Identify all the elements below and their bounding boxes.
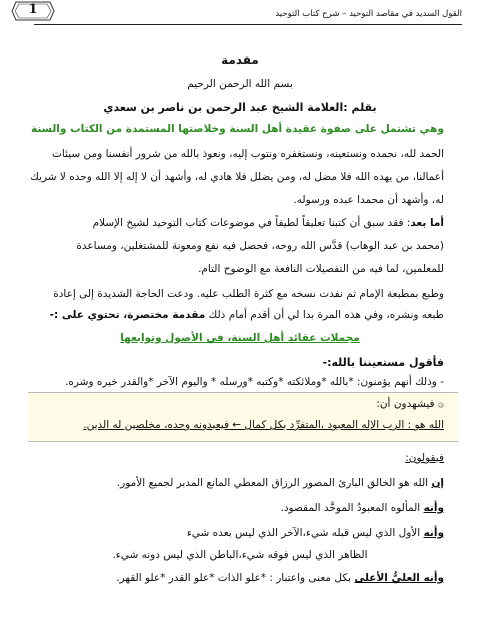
attribute-line-2-text: المألوه المعبودُ الموحَّد المقصود. bbox=[280, 502, 424, 514]
paragraph-1-line-1: الحمد لله، نحمده ونستعينه، ونستغفره ونتوب إليه، ونعوذ بالله من شرور أنفسنا ومن سيئات bbox=[52, 148, 444, 160]
attribute-line-4: الظاهر الذي ليس فوقه شيء،الباطن الذي ليس دونه شيء. bbox=[112, 549, 368, 561]
paragraph-2-line-3: للمعلمين، لما فيه من التفصيلات النافعة مع الوضوح التام. bbox=[198, 263, 444, 275]
paragraph-2-line-1-text: : فقد سبق أن كتبنا تعليقاً لطيفاً في موضوعات كتاب التوحيد لشيخ الإسلام bbox=[92, 217, 411, 229]
paragraph-2-lead: أما بعد bbox=[410, 217, 444, 229]
belief-title: فأقول مستعيننا بالله:- bbox=[322, 356, 444, 369]
running-header-title: القول السديد في مقاصد التوحيد – شرح كتاب التوحيد bbox=[275, 9, 462, 19]
author-line: بقلم :العلامة الشيخ عبد الرحمن بن ناصر بن سعدي bbox=[103, 101, 377, 114]
section-title: مجملات عقائد أهل السنة، في الأصول وتوابعها bbox=[120, 332, 360, 344]
page-number: 1 bbox=[28, 2, 38, 17]
attribute-line-5-text: بكل معنى واعتبار : *علو الذات *علو القدر *علو القهر. bbox=[116, 572, 355, 584]
running-header bbox=[34, 6, 462, 25]
attribute-line-2-bold: وأنه bbox=[423, 502, 444, 514]
attribute-line-1-bold: إن bbox=[431, 477, 444, 489]
paragraph-3-line-1: وطبع بمطبعة الإمام ثم نفدت نسخه مع كثرة الطلب عليه. ودعت الحاجة الشديدة إلى إعادة bbox=[53, 288, 444, 300]
paragraph-3-line-2 bbox=[36, 307, 444, 323]
attribute-line-2 bbox=[36, 500, 444, 516]
paragraph-3-line-2-bold: مقدمة مختصرة، تحتوي على :- bbox=[49, 309, 206, 321]
paragraph-1-line-2: أعمالنا، من يهده الله فلا مضل له، ومن يضلل فلا هادي له، وأشهد أن لا إله إلا الله وحده لا شريك bbox=[30, 171, 444, 183]
attribute-line-5 bbox=[36, 570, 444, 586]
subtitle: وهي تشتمل على صفوة عقيدة أهل السنة وخلاصتها المستمدة من الكتاب والسنة bbox=[31, 123, 444, 135]
attributes-intro: فيقولون: bbox=[405, 452, 444, 464]
witness-line: ۞ فيشهدون أن: bbox=[376, 398, 444, 410]
belief-line: - وذلك أنهم يؤمنون: *بالله *وملائكته *وكتبه *ورسله * واليوم الآخر *والقدر خيره وشره. bbox=[65, 376, 444, 388]
basmala: بسم الله الرحمن الرحيم bbox=[187, 78, 293, 90]
paragraph-2-line-1 bbox=[36, 215, 444, 231]
paragraph-1-line-3: له، وأشهد أن محمدا عبده ورسوله. bbox=[293, 194, 444, 206]
attribute-line-3 bbox=[36, 525, 444, 541]
heading: مقدمة bbox=[221, 53, 259, 67]
paragraph-2-line-2: (محمد بن عبد الوهاب) قدَّس الله روحه، فحصل فيه نفع ومعونة للمشتغلين، ومساعدة bbox=[76, 240, 444, 252]
attribute-line-3-bold: وأنه bbox=[423, 527, 444, 539]
paragraph-3-line-2-text: طبعه ونشره، وفي هذه المرة بدا لي أن أقدم أمام ذلك bbox=[205, 309, 444, 321]
attribute-line-1 bbox=[36, 475, 444, 491]
statement-line: الله هو : الرب الإله المعبود ،المتفرِّد بكل كمال ← فيعبدونه وحده، مخلصين له الدين. bbox=[83, 419, 444, 431]
attribute-line-5-bold: وأنه العليُّ الأعلى bbox=[354, 572, 444, 584]
attribute-line-3-text: الأول الذي ليس قبله شيء،الآخر الذي ليس بعده شيء bbox=[186, 527, 424, 539]
attribute-line-1-text: الله هو الخالق البارئ المصور الرزاق المعطي المانع المدبر لجميع الأمور. bbox=[116, 477, 432, 489]
